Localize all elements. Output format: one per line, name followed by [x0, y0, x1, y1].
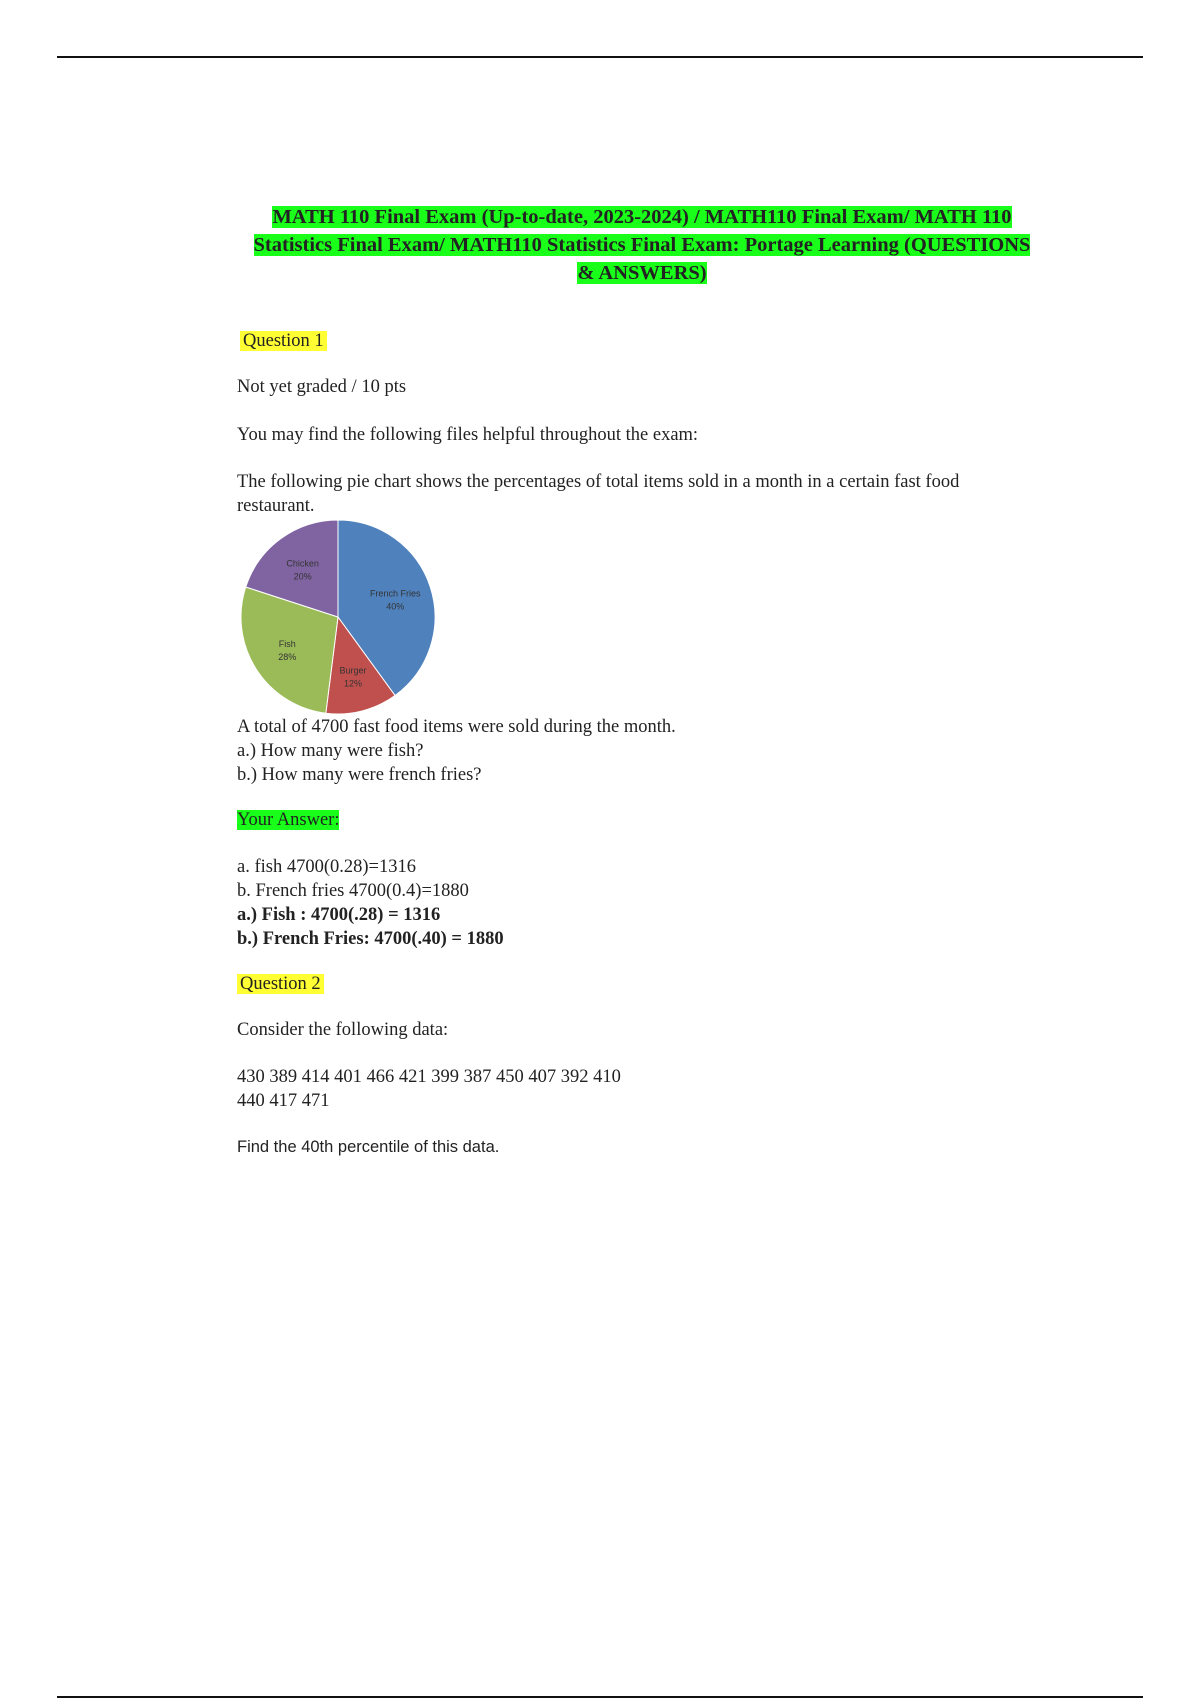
answer-a: a. fish 4700(0.28)=1316 [237, 857, 416, 877]
question-1-intro: The following pie chart shows the percentages of total items sold in a month in a certain fast food restaurant. [237, 472, 960, 516]
answer-block [237, 855, 504, 951]
title-line-2: Statistics Final Exam/ MATH110 Statistics Final Exam: Portage Learning (QUESTIONS [253, 234, 1031, 256]
part-a-text: a.) How many were fish? [237, 741, 424, 761]
pie-label-percent: 28% [278, 652, 297, 663]
title-line-3: & ANSWERS) [577, 262, 707, 284]
pie-label-name: Chicken [286, 558, 319, 569]
files-note: You may find the following files helpful throughout the exam: [237, 425, 699, 445]
document-title [232, 203, 1052, 287]
question-2-data [237, 1065, 621, 1113]
pie-label-percent: 20% [293, 571, 312, 582]
pie-label-percent: 12% [343, 678, 362, 689]
title-line-1: MATH 110 Final Exam (Up-to-date, 2023-2024) / MATH110 Final Exam/ MATH 110 [272, 206, 1012, 228]
pie-label-name: Burger [339, 665, 367, 676]
pie-label-percent: 40% [386, 601, 405, 612]
question-2-label: Question 2 [237, 972, 324, 996]
correct-answer-a: a.) Fish : 4700(.28) = 1316 [237, 905, 441, 925]
data-line-1: 430 389 414 401 466 421 399 387 450 407 392 410 [237, 1067, 621, 1087]
pie-chart [236, 516, 446, 716]
question-2-prompt: Consider the following data: [237, 1020, 449, 1040]
question-1-grade: Not yet graded / 10 pts [237, 377, 407, 397]
top-rule [57, 56, 1143, 58]
question-1-label: Question 1 [240, 329, 327, 353]
pie-label-name: Fish [278, 639, 296, 650]
answer-b: b. French fries 4700(0.4)=1880 [237, 881, 469, 901]
question-2-task: Find the 40th percentile of this data. [237, 1138, 500, 1156]
total-items-text: A total of 4700 fast food items were sold during the month. [237, 717, 676, 737]
data-line-2: 440 417 471 [237, 1091, 330, 1111]
correct-answer-b: b.) French Fries: 4700(.40) = 1880 [237, 929, 504, 949]
bottom-rule [57, 1696, 1143, 1698]
your-answer-label: Your Answer: [237, 810, 340, 830]
pie-label-name: French Fries [369, 588, 421, 599]
part-b-text: b.) How many were french fries? [237, 765, 482, 785]
question-1-body [237, 715, 676, 787]
